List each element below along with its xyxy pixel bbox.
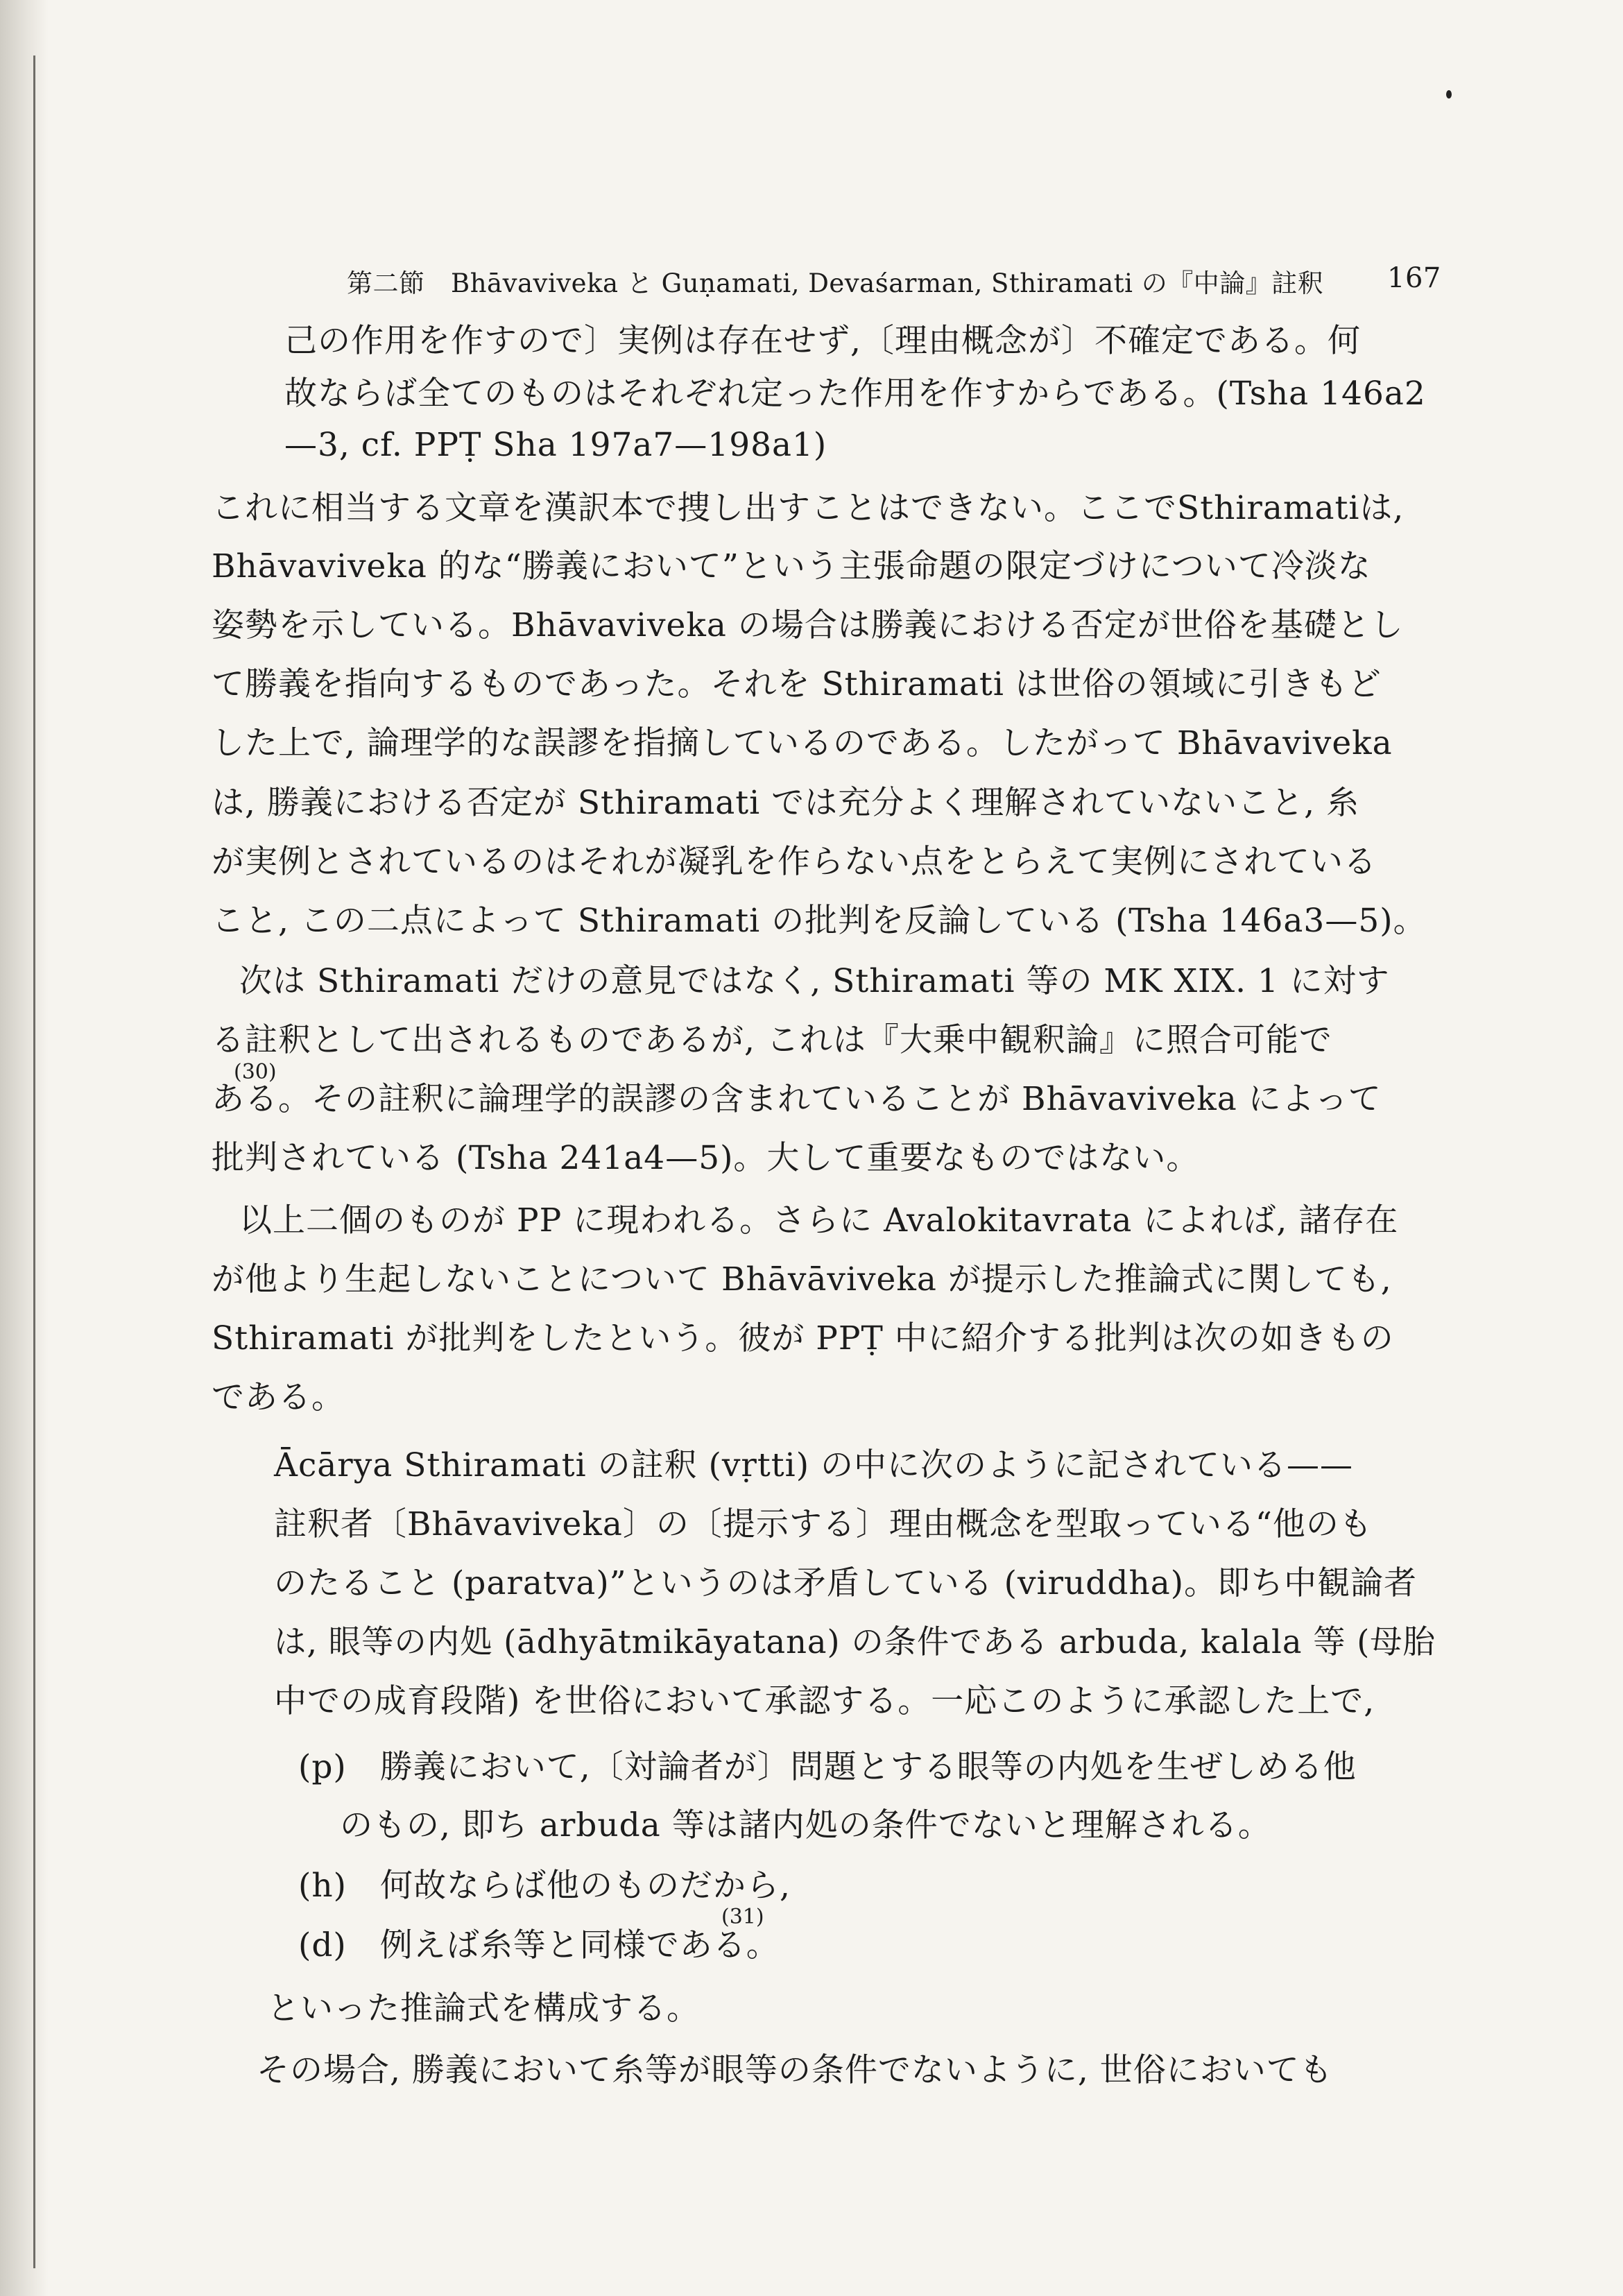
- text-line: 姿勢を示している。Bhāvaviveka の場合は勝義における否定が世俗を基礎とし: [212, 606, 1404, 644]
- text-line: が実例とされているのはそれが凝乳を作らない点をとらえて実例にされている: [212, 843, 1377, 881]
- text-line: は, 勝義における否定が Sthiramati では充分よく理解されていないこと, 糸: [212, 784, 1360, 822]
- text-line: ある。その註釈に論理学的誤謬の含まれていることが Bhāvaviveka によって: [212, 1080, 1382, 1118]
- text-line: 中での成育段階) を世俗において承認する。一応このように承認した上で,: [274, 1682, 1375, 1720]
- text-line: る註釈として出されるものであるが, これは『大乗中観釈論』に照合可能で: [212, 1021, 1332, 1059]
- text-line: である。: [212, 1378, 345, 1416]
- text-line: した上で, 論理学的な誤謬を指摘しているのである。したがって Bhāvaviveka: [212, 724, 1393, 762]
- text-line: その場合, 勝義において糸等が眼等の条件でないように, 世俗においても: [257, 2051, 1333, 2089]
- text-line: これに相当する文章を漢訳本で捜し出すことはできない。ここでSthiramatiは,: [212, 489, 1405, 527]
- text-line: て勝義を指向するものであった。それを Sthiramati は世俗の領域に引きもど: [212, 665, 1382, 703]
- text-line: (p) 勝義において,〔対論者が〕問題とする眼等の内処を生ぜしめる他: [298, 1748, 1357, 1786]
- text-line: Bhāvaviveka 的な“勝義において”という主張命題の限定づけについて冷淡な: [212, 547, 1371, 585]
- text-line: 註釈者〔Bhāvaviveka〕の〔提示する〕理由概念を型取っている“他のも: [274, 1505, 1373, 1543]
- text-line: が他より生起しないことについて Bhāvāviveka が提示した推論式に関しても,: [212, 1260, 1392, 1299]
- text-line: 次は Sthiramati だけの意見ではなく, Sthiramati 等の MK XIX. 1 に対す: [239, 962, 1390, 1000]
- text-line: —3, cf. PPṬ Sha 197a7—198a1): [284, 426, 827, 464]
- text-line: のもの, 即ち arbuda 等は諸内処の条件でないと理解される。: [340, 1806, 1271, 1844]
- running-header: [347, 262, 1441, 300]
- text-line: Sthiramati が批判をしたという。彼が PPṬ 中に紹介する批判は次の如きもの: [212, 1319, 1394, 1357]
- text-line: (h) 何故ならば他のものだから,: [298, 1867, 791, 1905]
- header-title: 第二節 Bhāvaviveka と Guṇamati, Devaśarman, Sthiramati の『中論』註釈: [347, 268, 1324, 298]
- page-number: 167: [1387, 262, 1441, 294]
- text-line: 批判されている (Tsha 241a4—5)。大して重要なものではない。: [212, 1139, 1200, 1177]
- text-line: は, 眼等の内処 (ādhyātmikāyatana) の条件である arbuda, kalala 等 (母胎: [274, 1623, 1436, 1661]
- scan-edge-shadow: [0, 0, 49, 2296]
- text-line: (d) 例えば糸等と同様である。: [298, 1926, 780, 1964]
- ink-speck: [1446, 90, 1452, 98]
- footnote-marker-31: (31): [721, 1905, 764, 1929]
- text-line: Ācārya Sthiramati の註釈 (vṛtti) の中に次のように記されている——: [274, 1446, 1353, 1484]
- text-line: こと, この二点によって Sthiramati の批判を反論している (Tsha 146a3—5)。: [212, 902, 1427, 940]
- text-line: 故ならば全てのものはそれぞれ定った作用を作すからである。(Tsha 146a2: [284, 375, 1426, 413]
- footnote-marker-30: (30): [234, 1060, 277, 1084]
- text-line: 己の作用を作すので〕実例は存在せず,〔理由概念が〕不確定である。何: [284, 322, 1361, 360]
- text-line: 以上二個のものが PP に現われる。さらに Avalokitavrata によれば, 諸存在: [239, 1201, 1399, 1240]
- text-line: といった推論式を構成する。: [267, 1989, 700, 2028]
- text-line: のたること (paratva)”というのは矛盾している (viruddha)。即ち中観論者: [274, 1564, 1418, 1602]
- margin-rule: [33, 55, 35, 2268]
